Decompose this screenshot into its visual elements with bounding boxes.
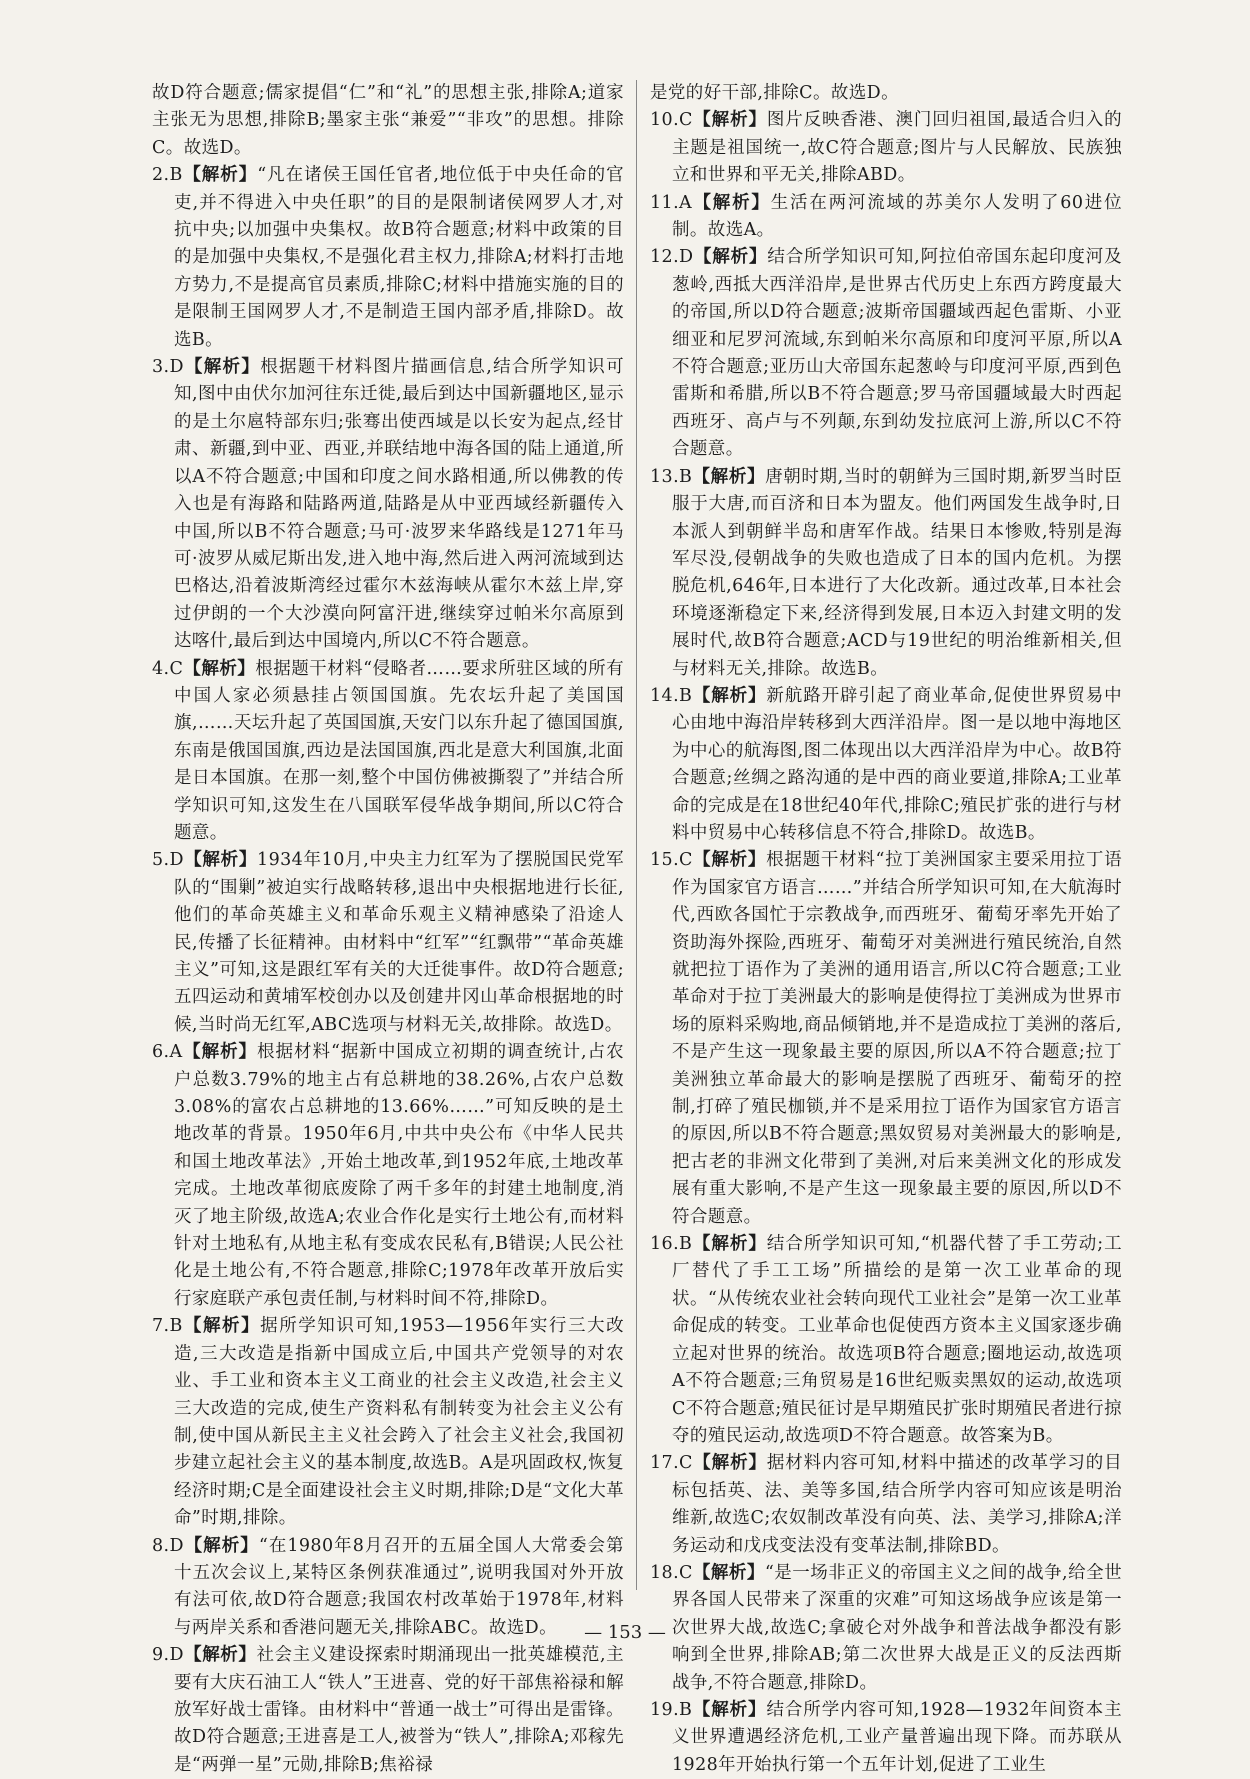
answer-number: 15.C <box>650 850 693 871</box>
answer-number: 14.B <box>650 685 693 706</box>
answer-text: “凡在诸侯王国任官者,地位低于中央任命的官吏,并不得进入中央任职”的目的是限制诸侯网罗人才,对抗中央;以加强中央集权。故B符合题意;材料中政策的目的是加强中央集权,不是强化君主权力,排除A;材料打击地方势力,不是提高官员素质,排除C;材料中措施实施的目的是限制王国网罗人才,不是制造王国内部矛盾,排除D。故选B。 <box>174 165 624 350</box>
page-number: — 153 — <box>584 1622 666 1643</box>
analysis-tag: 【解析】 <box>692 466 766 487</box>
analysis-tag: 【解析】 <box>692 1699 767 1720</box>
answer-text: 新航路开辟引起了商业革命,促使世界贸易中心由地中海沿岸转移到大西洋沿岸。图一是以地中海地区为中心的航海图,图二体现出以大西洋沿岸为中心。故B符合题意;丝绸之路沟通的是中西的商业要道,排除A;工业革命的完成是在18世纪40年代,排除C;殖民扩张的进行与材料中贸易中心转移信息不符合,排除D。故选B。 <box>672 685 1122 843</box>
answer-number: 11.A <box>650 192 693 213</box>
analysis-tag: 【解析】 <box>182 1316 261 1337</box>
right-column <box>650 80 1122 1779</box>
answer-number: 12.D <box>650 247 694 268</box>
answer-number: 5.D <box>152 850 184 871</box>
answer-text: 故D符合题意;儒家提倡“仁”和“礼”的思想主张,排除A;道家主张无为思想,排除B;墨家主张“兼爱”“非攻”的思想。排除C。故选D。 <box>152 83 624 158</box>
answer-text: 根据题干材料图片描画信息,结合所学知识可知,图中由伏尔加河往东迁徙,最后到达中国新疆地区,显示的是土尔扈特部东归;张骞出使西域是以长安为起点,经甘肃、新疆,到中亚、西亚,并联结地中海各国的陆上通道,所以A不符合题意;中国和印度之间水路相通,所以佛教的传入也是有海路和陆路两道,陆路是从中亚西域经新疆传入中国,所以B不符合题意;马可·波罗来华路线是1271年马可·波罗从威尼斯出发,进入地中海,然后进入两河流域到达巴格达,沿着波斯湾经过霍尔木兹海峡从霍尔木兹上岸,穿过伊朗的一个大沙漠向阿富汗进,继续穿过帕米尔高原到达喀什,最后到达中国境内,所以C不符合题意。 <box>174 357 624 652</box>
analysis-tag: 【解析】 <box>183 357 261 378</box>
analysis-tag: 【解析】 <box>183 658 256 679</box>
answer-text: “在1980年8月召开的五届全国人大常委会第十五次会议上,某特区条例获准通过”,说明我国对外开放有法可依,故D符合题意;我国农村改革始于1978年,材料与两岸关系和香港问题无关,排除ABC。故选D。 <box>174 1535 624 1638</box>
answer-text: 是党的好干部,排除C。故选D。 <box>650 83 899 103</box>
answer-text: 1934年10月,中央主力红军为了摆脱国民党军队的“围剿”被迫实行战略转移,退出中央根据地进行长征,他们的革命英雄主义和革命乐观主义精神感染了沿途人民,传播了长征精神。由材料中“红军”“红飘带”“革命英雄主义”可知,这是跟红军有关的大迁徙事件。故D符合题意;五四运动和黄埔军校创办以及创建井冈山革命根据地的时候,当时尚无红军,ABC选项与材料无关,故排除。故选D。 <box>174 850 624 1035</box>
analysis-tag: 【解析】 <box>692 110 767 131</box>
column-divider <box>636 80 637 1590</box>
analysis-tag: 【解析】 <box>182 165 258 186</box>
answer-number: 9.D <box>152 1645 184 1666</box>
answer-text: 结合所学知识可知,“机器代替了手工劳动;工厂替代了手工工场”所描绘的是第一次工业革命的现状。“从传统农业社会转向现代工业社会”是第一次工业革命促成的转变。工业革命也促使西方资本主义国家逐步确立起对世界的统治。故选项B符合题意;圈地运动,故选项A不符合题意;三角贸易是16世纪贩卖黑奴的运动,故选项C不符合题意;殖民征讨是早期殖民扩张时期殖民者进行掠夺的殖民运动,故选项D不符合题意。故答案为B。 <box>672 1234 1122 1446</box>
analysis-tag: 【解析】 <box>183 1645 257 1666</box>
answer-number: 19.B <box>650 1699 693 1720</box>
continued-text <box>152 80 624 162</box>
answer-item <box>152 162 624 354</box>
answer-item <box>650 107 1122 189</box>
continued-text <box>650 80 1122 107</box>
answer-text: 据所学知识可知,1953—1956年实行三大改造,三大改造是指新中国成立后,中国共产党领导的对农业、手工业和资本主义工商业的社会主义改造,社会主义三大改造的完成,使生产资料私有制转变为社会主义公有制,使中国从新民主主义社会跨入了社会主义社会,我国初步建立起社会主义的基本制度,故选B。A是巩固政权,恢复经济时期;C是全面建设社会主义时期,排除;D是“文化大革命”时期,排除。 <box>174 1316 624 1529</box>
analysis-tag: 【解析】 <box>692 850 767 871</box>
answer-text: 根据材料“据新中国成立初期的调查统计,占农户总数3.79%的地主占有总耕地的38.26%,占农户总数3.08%的富农占总耕地的13.66%……”可知反映的是土地改革的背景。1950年6月,中共中央公布《中华人民共和国土地改革法》,开始土地改革,到1952年底,土地改革完成。土地改革彻底废除了两千多年的封建土地制度,消灭了地主阶级,故选A;农业合作化是实行土地公有,而材料针对土地私有,从地主私有变成农民私有,B错误;人民公社化是土地公有,不符合题意,排除C;1978年改革开放后实行家庭联产承包责任制,与材料时间不符,排除D。 <box>174 1042 624 1309</box>
analysis-tag: 【解析】 <box>182 1042 258 1063</box>
answer-item <box>650 1697 1122 1779</box>
analysis-tag: 【解析】 <box>183 850 258 871</box>
answer-item <box>152 1313 624 1532</box>
answer-number: 6.A <box>152 1042 183 1063</box>
answer-text: 根据题干材料“拉丁美洲国家主要采用拉丁语作为国家官方语言……”并结合所学知识可知,在大航海时代,西欧各国忙于宗教战争,而西班牙、葡萄牙率先开始了资助海外探险,西班牙、葡萄牙对美洲进行殖民统治,自然就把拉丁语作为了美洲的通用语言,所以C符合题意;工业革命对于拉丁美洲最大的影响是使得拉丁美洲成为世界市场的原料采购地,商品倾销地,并不是造成拉丁美洲的落后,不是产生这一现象最主要的原因,所以A不符合题意;拉丁美洲独立革命最大的影响是摆脱了西班牙、葡萄牙的控制,打碎了殖民枷锁,并不是采用拉丁语作为国家官方语言的原因,所以B不符合题意;黑奴贸易对美洲最大的影响是,把古老的非洲文化带到了美洲,对后来美洲文化的形成发展有重大影响,不是产生这一现象最主要的原因,所以D不符合题意。 <box>672 850 1122 1227</box>
answer-number: 7.B <box>152 1316 183 1337</box>
analysis-tag: 【解析】 <box>183 1535 259 1556</box>
answer-number: 13.B <box>650 466 693 487</box>
answer-text: 结合所学知识可知,阿拉伯帝国东起印度河及葱岭,西抵大西洋沿岸,是世界古代历史上东西方跨度最大的帝国,所以D符合题意;波斯帝国疆域西起色雷斯、小亚细亚和尼罗河流域,东到帕米尔高原和印度河平原,所以A不符合题意;亚历山大帝国东起葱岭与印度河平原,西到色雷斯和希腊,所以B不符合题意;罗马帝国疆域最大时西起西班牙、高卢与不列颠,东到幼发拉底河上游,所以C不符合题意。 <box>672 247 1123 460</box>
answer-number: 8.D <box>152 1535 184 1556</box>
answer-number: 16.B <box>650 1234 693 1255</box>
answer-number: 4.C <box>152 658 184 679</box>
answer-item <box>650 190 1122 245</box>
answer-number: 18.C <box>650 1562 693 1583</box>
answer-item <box>152 1642 624 1779</box>
answer-text: 根据题干材料“侵略者……要求所驻区域的所有中国人家必须悬挂占领国国旗。先农坛升起了美国国旗,……天坛升起了英国国旗,天安门以东升起了德国国旗,东南是俄国国旗,西边是法国国旗,西北是意大利国旗,北面是日本国旗。在那一刻,整个中国仿佛被撕裂了”并结合所学知识可知,这发生在八国联军侵华战争期间,所以C符合题意。 <box>174 658 624 843</box>
answer-item <box>650 1450 1122 1560</box>
answer-text: “是一场非正义的帝国主义之间的战争,给全世界各国人民带来了深重的灾难”可知这场战争应该是第一次世界大战,故选C;拿破仑对外战争和普法战争都没有影响到全世界,排除AB;第二次世界大战是正义的反法西斯战争,不符合题意,排除D。 <box>672 1562 1122 1693</box>
answer-item <box>650 683 1122 847</box>
answer-item <box>650 244 1122 463</box>
answer-text: 图片反映香港、澳门回归祖国,最适合归入的主题是祖国统一,故C符合题意;图片与人民解放、民族独立和世界和平无关,排除ABD。 <box>672 110 1122 186</box>
answer-text: 结合所学内容可知,1928—1932年间资本主义世界遭遇经济危机,工业产量普遍出现下降。而苏联从1928年开始执行第一个五年计划,促进了工业生 <box>672 1699 1122 1775</box>
analysis-tag: 【解析】 <box>692 1562 765 1583</box>
answer-text: 生活在两河流域的苏美尔人发明了60进位制。故选A。 <box>672 192 1122 241</box>
answer-text: 据材料内容可知,材料中描述的改革学习的目标包括英、法、美等多国,结合所学内容可知应该是明治维新,故选C;农奴制改革没有向英、法、美学习,排除A;洋务运动和戊戌变法没有变革法制,排除BD。 <box>672 1453 1122 1556</box>
analysis-tag: 【解析】 <box>692 1453 767 1474</box>
analysis-tag: 【解析】 <box>693 247 768 268</box>
answer-item <box>650 464 1122 683</box>
answer-text: 社会主义建设探索时期涌现出一批英雄模范,主要有大庆石油工人“铁人”王进喜、党的好干部焦裕禄和解放军好战士雷锋。由材料中“普通一战士”可得出是雷锋。故D符合题意;王进喜是工人,被誉为“铁人”,排除A;邓稼先是“两弹一星”元勋,排除B;焦裕禄 <box>174 1645 624 1775</box>
answer-number: 3.D <box>152 357 184 378</box>
analysis-tag: 【解析】 <box>692 1234 767 1255</box>
left-column <box>152 80 624 1779</box>
answer-item <box>152 1039 624 1313</box>
answer-item <box>152 847 624 1039</box>
answer-text: 唐朝时期,当时的朝鲜为三国时期,新罗当时臣服于大唐,而百济和日本为盟友。他们两国发生战争时,日本派人到朝鲜半岛和唐军作战。结果日本惨败,特别是海军尽没,侵朝战争的失败也造成了日本的国内危机。为摆脱危机,646年,日本进行了大化改新。通过改革,日本社会环境逐渐稳定下来,经济得到发展,日本迈入封建文明的发展时代,故B符合题意;ACD与19世纪的明治维新相关,但与材料无关,排除。故选B。 <box>672 466 1122 679</box>
answer-item <box>650 1231 1122 1450</box>
answer-number: 2.B <box>152 165 183 186</box>
answer-number: 10.C <box>650 110 693 131</box>
answer-number: 17.C <box>650 1453 693 1474</box>
analysis-tag: 【解析】 <box>692 192 771 213</box>
analysis-tag: 【解析】 <box>692 685 767 706</box>
answer-item <box>152 656 624 848</box>
answer-item <box>152 354 624 655</box>
answer-item <box>650 847 1122 1231</box>
